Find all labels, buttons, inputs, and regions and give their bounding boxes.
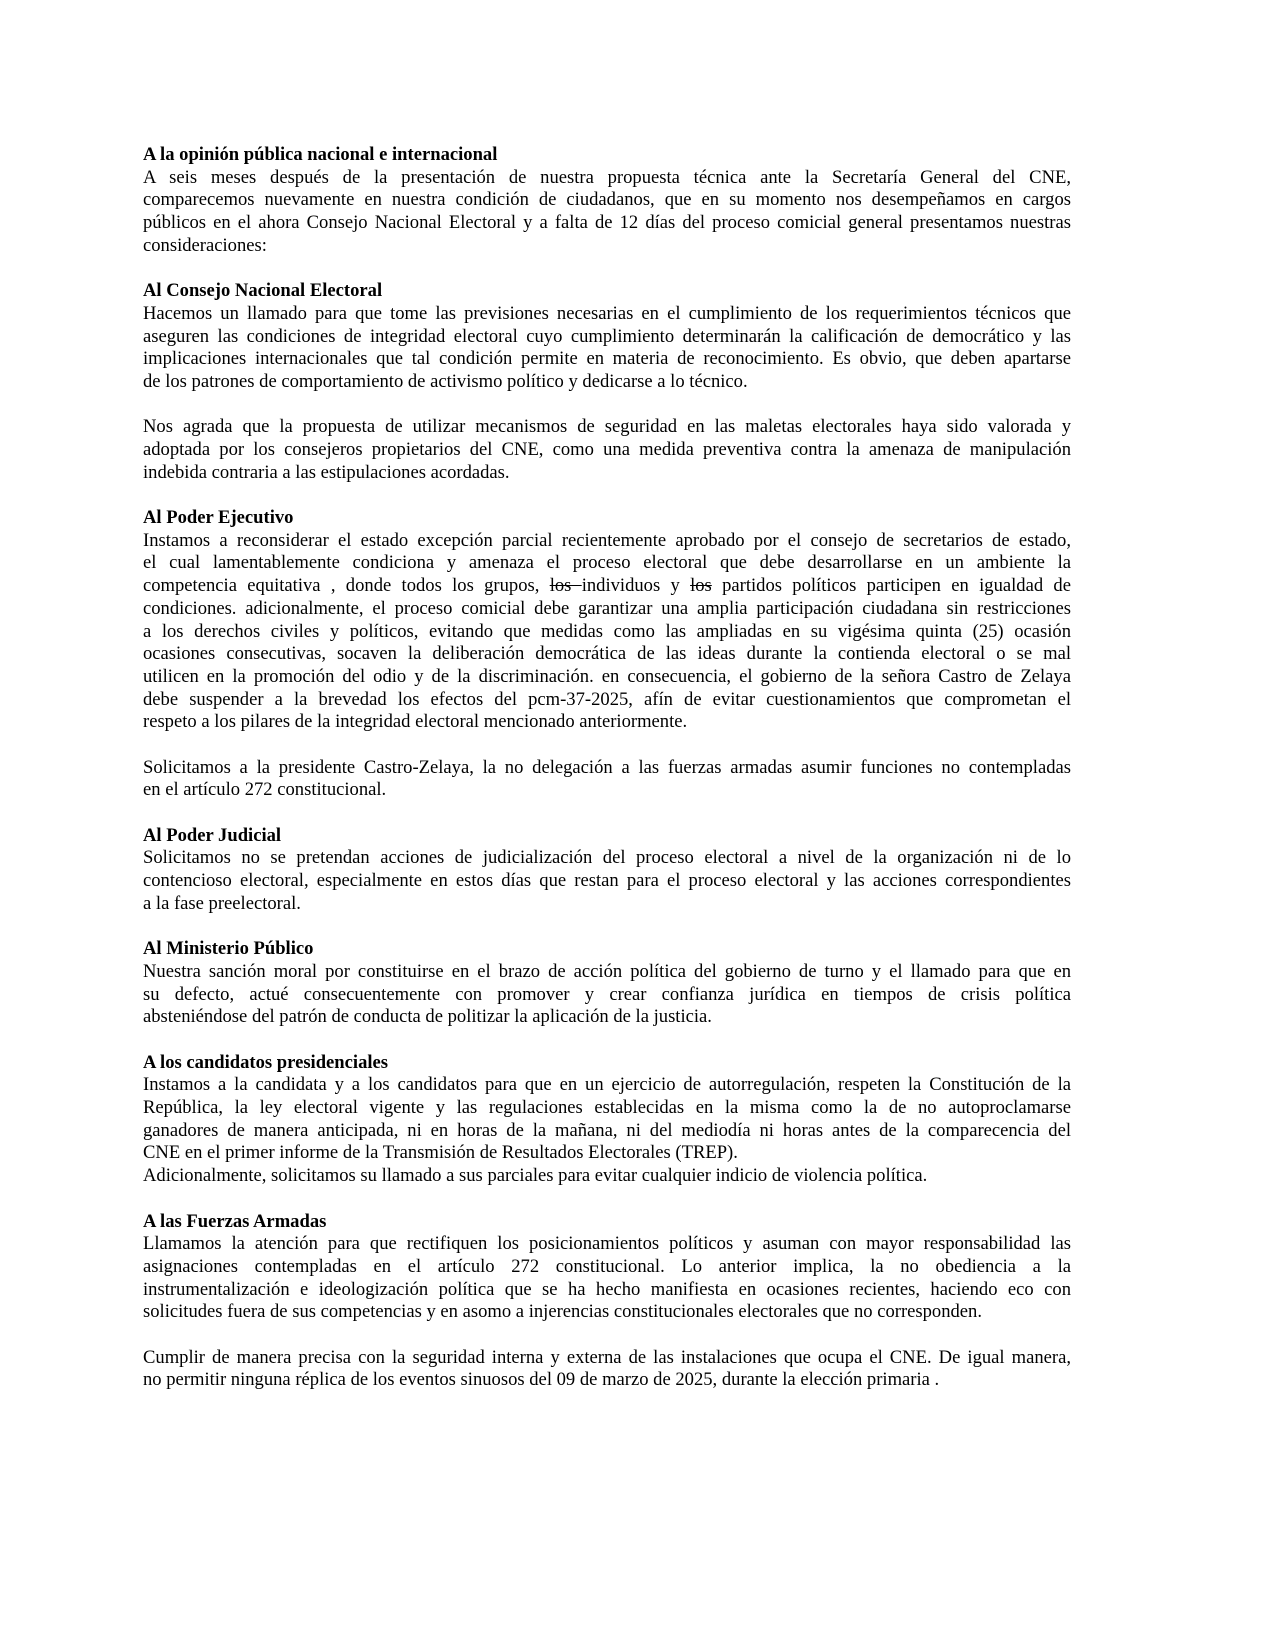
text-line: aseguren las condiciones de integridad electoral cuyo cumplimiento determinarán la calificación de democrático y las	[143, 325, 1071, 347]
text-line: condiciones. adicionalmente, el proceso comicial debe garantizar una amplia participación ciudadana sin restricciones	[143, 597, 1071, 619]
paragraph	[143, 167, 1071, 258]
paragraph	[143, 303, 1071, 394]
text-line: Cumplir de manera precisa con la seguridad interna y externa de las instalaciones que ocupa el CNE. De igual manera,	[143, 1346, 1071, 1368]
text-line: a los derechos civiles y políticos, evitando que medidas como las ampliadas en su vigésima quinta (25) ocasión	[143, 620, 1071, 642]
paragraph	[143, 1347, 1071, 1392]
text-line: Adicionalmente, solicitamos su llamado a sus parciales para evitar cualquier indicio de violencia política.	[143, 1165, 928, 1187]
text-line: Llamamos la atención para que rectifiquen los posicionamientos políticos y asuman con mayor responsabilidad las	[143, 1233, 1071, 1255]
text-line: Hacemos un llamado para que tome las previsiones necesarias en el cumplimiento de los requerimientos técnicos que	[143, 302, 1071, 324]
text-line: República, la ley electoral vigente y las regulaciones establecidas en la misma como la de no autoproclamarse	[143, 1097, 1071, 1119]
text-line: Nuestra sanción moral por constituirse en el brazo de acción política del gobierno de turno y el llamado para que en	[143, 960, 1071, 982]
text-line: asignaciones contempladas en el artículo 272 constitucional. Lo anterior implica, la no obediencia a la	[143, 1255, 1071, 1277]
text-line: en el artículo 272 constitucional.	[143, 779, 387, 801]
text-line: A seis meses después de la presentación de nuestra propuesta técnica ante la Secretaría General del CNE,	[143, 166, 1071, 188]
text-line: solicitudes fuera de sus competencias y en asomo a injerencias constitucionales electorales que no corresponden.	[143, 1301, 983, 1323]
text-line: ganadores de manera anticipada, ni en horas de la mañana, ni del mediodía ni horas antes de la comparecencia del	[143, 1119, 1071, 1141]
paragraph	[143, 847, 1071, 915]
section-heading: A los candidatos presidenciales	[143, 1051, 389, 1073]
text-line: respeto a los pilares de la integridad electoral mencionado anteriormente.	[143, 711, 688, 733]
text-line: adoptada por los consejeros propietarios del CNE, como una medida preventiva contra la amenaza de manipulación	[143, 439, 1071, 460]
text-line: contencioso electoral, especialmente en estos días que restan para el proceso electoral y las acciones correspondientes	[143, 870, 1071, 892]
text-line: indebida contraria a las estipulaciones acordadas.	[143, 461, 510, 483]
text-line: CNE en el primer informe de la Transmisión de Resultados Electorales (TREP).	[143, 1142, 738, 1164]
section-poder-ejecutivo	[143, 507, 1071, 802]
section-ministerio-publico	[143, 938, 1071, 1029]
text-line: utilicen en la promoción del odio y de la discriminación. en consecuencia, el gobierno de la señora Castro de Zelaya	[143, 665, 1071, 687]
section-heading: Al Ministerio Público	[143, 938, 314, 960]
text-line: Nos agrada que la propuesta de utilizar mecanismos de seguridad en las maletas electorales haya sido valorada y	[143, 416, 1071, 438]
text-line: consideraciones:	[143, 234, 267, 256]
paragraph	[143, 961, 1071, 1029]
section-candidatos-presidenciales	[143, 1052, 1071, 1188]
struck-text: los	[690, 575, 712, 597]
section-heading: A las Fuerzas Armadas	[143, 1210, 327, 1232]
document-page	[143, 144, 1071, 1392]
section-poder-judicial	[143, 825, 1071, 916]
text-line: comparecemos nuevamente en nuestra condición de ciudadanos, que en su momento nos desempeñamos en cargos	[143, 189, 1071, 211]
section-heading: Al Poder Ejecutivo	[143, 507, 294, 529]
text-line: debe suspender a la brevedad los efectos del pcm-37-2025, afín de evitar cuestionamientos que comprometan el	[143, 688, 1071, 710]
text-fragment: individuos y	[581, 575, 691, 597]
text-line: Instamos a la candidata y a los candidatos para que en un ejercicio de autorregulación, respeten la Constitución de la	[143, 1074, 1071, 1096]
text-line: ocasiones consecutivas, socaven la deliberación democrática de las ideas durante la contienda electoral o se mal	[143, 643, 1071, 665]
text-line: no permitir ninguna réplica de los eventos sinuosos del 09 de marzo de 2025, durante la elección primaria .	[143, 1369, 940, 1391]
section-heading: Al Consejo Nacional Electoral	[143, 280, 383, 302]
text-fragment: partidos políticos participen en igualdad de	[711, 575, 1071, 597]
text-line: el cual lamentablemente condiciona y amenaza el proceso electoral que debe desarrollarse en un ambiente la	[143, 552, 1071, 574]
text-line: públicos en el ahora Consejo Nacional Electoral y a falta de 12 días del proceso comicial general presentamos nuestras	[143, 212, 1071, 234]
section-fuerzas-armadas	[143, 1211, 1071, 1393]
paragraph	[143, 416, 1071, 484]
text-line: Instamos a reconsiderar el estado excepción parcial recientemente aprobado por el consejo de secretarios de estado,	[143, 529, 1071, 551]
text-line: a la fase preelectoral.	[143, 892, 301, 914]
paragraph	[143, 530, 1071, 734]
section-consejo-nacional-electoral	[143, 280, 1071, 484]
text-line: implicaciones internacionales que tal condición permite en materia de reconocimiento. Es obvio, que deben apartarse	[143, 348, 1071, 370]
paragraph	[143, 1074, 1071, 1187]
text-line-with-strikethrough	[143, 575, 1071, 598]
text-line: instrumentalización e ideologización política que se ha hecho manifiesta en ocasiones recientes, haciendo eco con	[143, 1278, 1071, 1300]
text-line: Solicitamos a la presidente Castro-Zelaya, la no delegación a las fuerzas armadas asumir funciones no contempladas	[143, 756, 1071, 778]
text-line: de los patrones de comportamiento de activismo político y dedicarse a lo técnico.	[143, 370, 748, 392]
text-line: Solicitamos no se pretendan acciones de judicialización del proceso electoral a nivel de la organización ni de lo	[143, 847, 1071, 869]
struck-text: los	[549, 575, 582, 597]
section-opinion-publica	[143, 144, 1071, 257]
text-fragment: competencia equitativa , donde todos los grupos,	[143, 575, 550, 597]
paragraph	[143, 757, 1071, 802]
text-line: absteniéndose del patrón de conducta de politizar la aplicación de la justicia.	[143, 1006, 712, 1028]
text-line: su defecto, actué consecuentemente con promover y crear confianza jurídica en tiempos de crisis política	[143, 983, 1071, 1005]
section-heading: A la opinión pública nacional e internacional	[143, 144, 498, 165]
section-heading: Al Poder Judicial	[143, 824, 282, 846]
paragraph	[143, 1233, 1071, 1324]
